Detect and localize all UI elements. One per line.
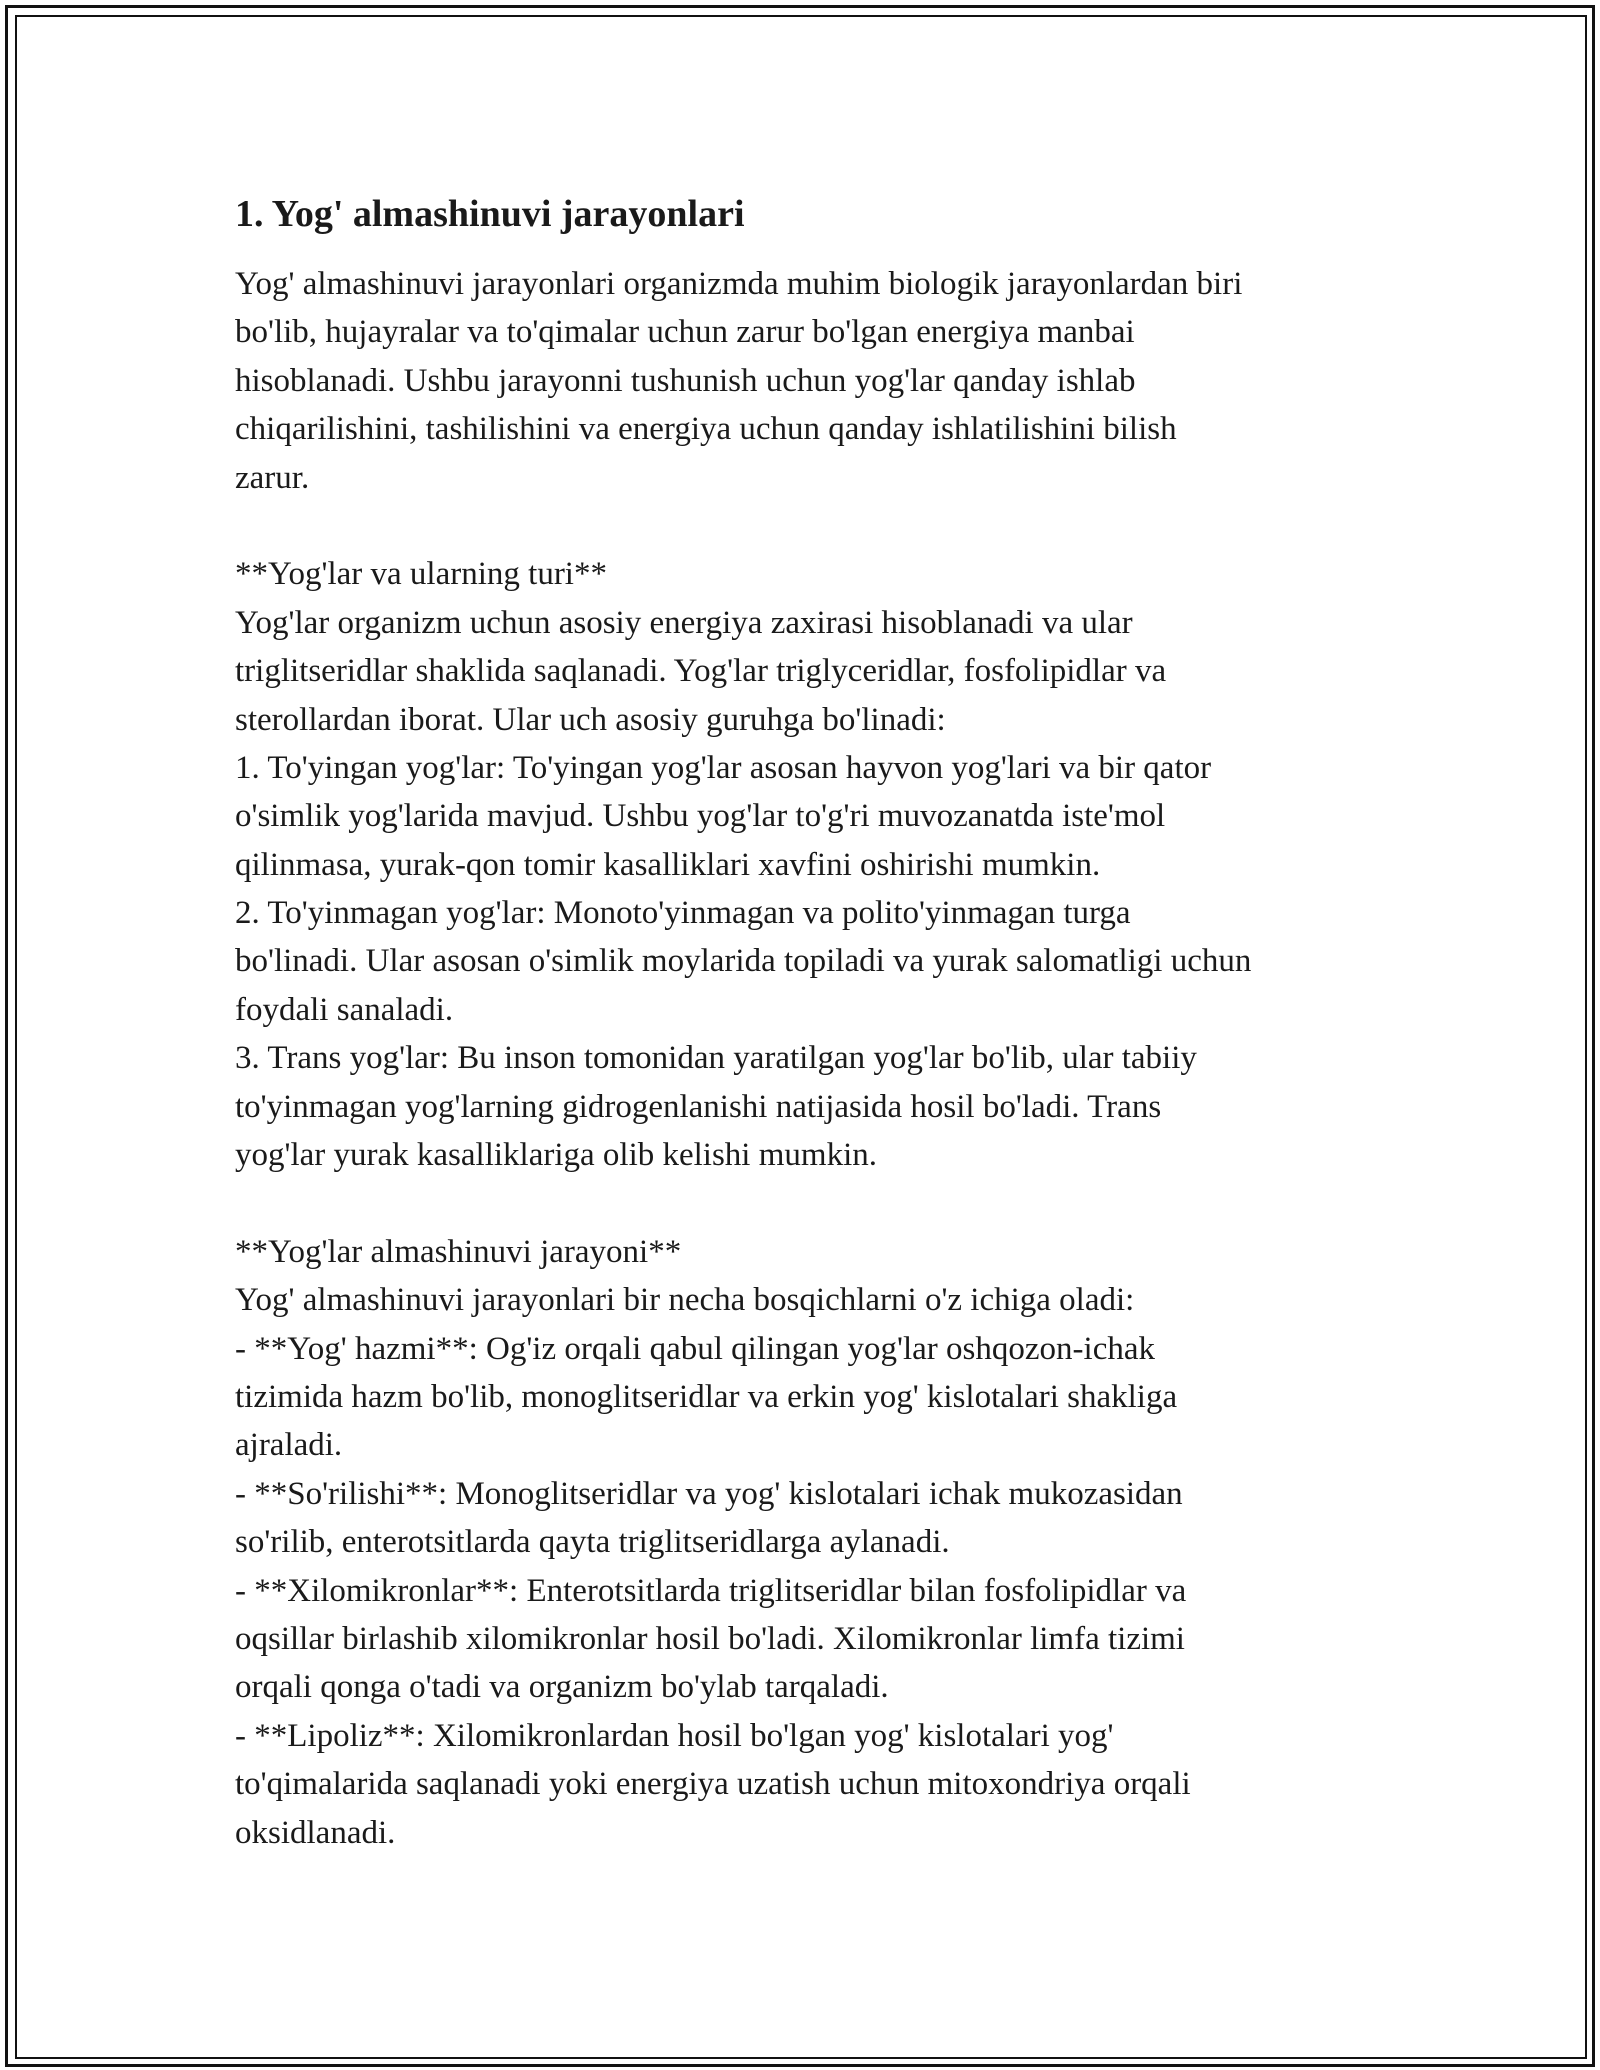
paragraph-line: sterollardan iborat. Ular uch asosiy guruhga bo'linadi: [235,701,946,738]
list-item-line: - **Xilomikronlar**: Enterotsitlarda triglitseridlar bilan fosfolipidlar va [235,1572,1187,1609]
paragraph-line: Yog' almashinuvi jarayonlari bir necha bosqichlarni o'z ichiga oladi: [235,1282,1135,1319]
page-title: 1. Yog' almashinuvi jarayonlari [235,193,745,235]
paragraph-line: Yog'lar organizm uchun asosiy energiya zaxirasi hisoblanadi va ular [235,604,1133,641]
list-item-line: 2. To'yinmagan yog'lar: Monoto'yinmagan va polito'yinmagan turga [235,895,1131,932]
paragraph-spacer [235,1179,1385,1227]
paragraph-line: zarur. [235,459,310,496]
paragraph-line: hisoblanadi. Ushbu jarayonni tushunish uchun yog'lar qanday ishlab [235,362,1136,399]
list-item-line: oqsillar birlashib xilomikronlar hosil bo'ladi. Xilomikronlar limfa tizimi [235,1620,1185,1657]
section-heading: **Yog'lar va ularning turi** [235,556,607,593]
list-item-line: to'qimalarida saqlanadi yoki energiya uzatish uchun mitoxondriya orqali [235,1766,1191,1803]
list-item-line: - **Yog' hazmi**: Og'iz orqali qabul qilingan yog'lar oshqozon-ichak [235,1330,1155,1367]
paragraph-line: Yog' almashinuvi jarayonlari organizmda muhim biologik jarayonlardan biri [235,266,1243,302]
list-item-line: 3. Trans yog'lar: Bu inson tomonidan yaratilgan yog'lar bo'lib, ular tabiiy [235,1040,1197,1077]
list-item-line: so'rilib, enterotsitlarda qayta triglitseridlarga aylanadi. [235,1524,950,1561]
list-item-line: - **Lipoliz**: Xilomikronlardan hosil bo'lgan yog' kislotalari yog' [235,1717,1114,1754]
list-item-line: - **So'rilishi**: Monoglitseridlar va yog' kislotalari ichak mukozasidan [235,1475,1183,1512]
section-fat-metabolism [235,1228,1385,1857]
list-item-line: ajraladi. [235,1427,343,1464]
list-item-line: bo'linadi. Ular asosan o'simlik moylarida topiladi va yurak salomatligi uchun [235,943,1252,980]
list-item-line: yog'lar yurak kasalliklariga olib kelishi mumkin. [235,1137,877,1174]
list-item-line: o'simlik yog'larida mavjud. Ushbu yog'lar to'g'ri muvozanatda iste'mol [235,798,1166,835]
paragraph-line: chiqarilishini, tashilishini va energiya uchun qanday ishlatilishini bilish [235,411,1177,448]
paragraph-spacer [235,502,1385,550]
section-fat-types [235,550,1385,1179]
list-item-line: oksidlanadi. [235,1814,396,1851]
list-item-line: foydali sanaladi. [235,991,454,1028]
list-item-line: to'yinmagan yog'larning gidrogenlanishi natijasida hosil bo'ladi. Trans [235,1088,1162,1125]
intro-paragraph [235,260,1385,502]
list-item-line: qilinmasa, yurak-qon tomir kasalliklari xavfini oshirishi mumkin. [235,846,1101,883]
paragraph-line: triglitseridlar shaklida saqlanadi. Yog'lar triglyceridlar, fosfolipidlar va [235,653,1167,690]
section-heading: **Yog'lar almashinuvi jarayoni** [235,1233,682,1270]
list-item-line: orqali qonga o'tadi va organizm bo'ylab tarqaladi. [235,1669,889,1706]
list-item-line: 1. To'yingan yog'lar: To'yingan yog'lar asosan hayvon yog'lari va bir qator [235,749,1212,786]
document-body [235,188,1385,1857]
list-item-line: tizimida hazm bo'lib, monoglitseridlar va erkin yog' kislotalari shakliga [235,1378,1178,1415]
paragraph-line: bo'lib, hujayralar va to'qimalar uchun zarur bo'lgan energiya manbai [235,314,1135,351]
